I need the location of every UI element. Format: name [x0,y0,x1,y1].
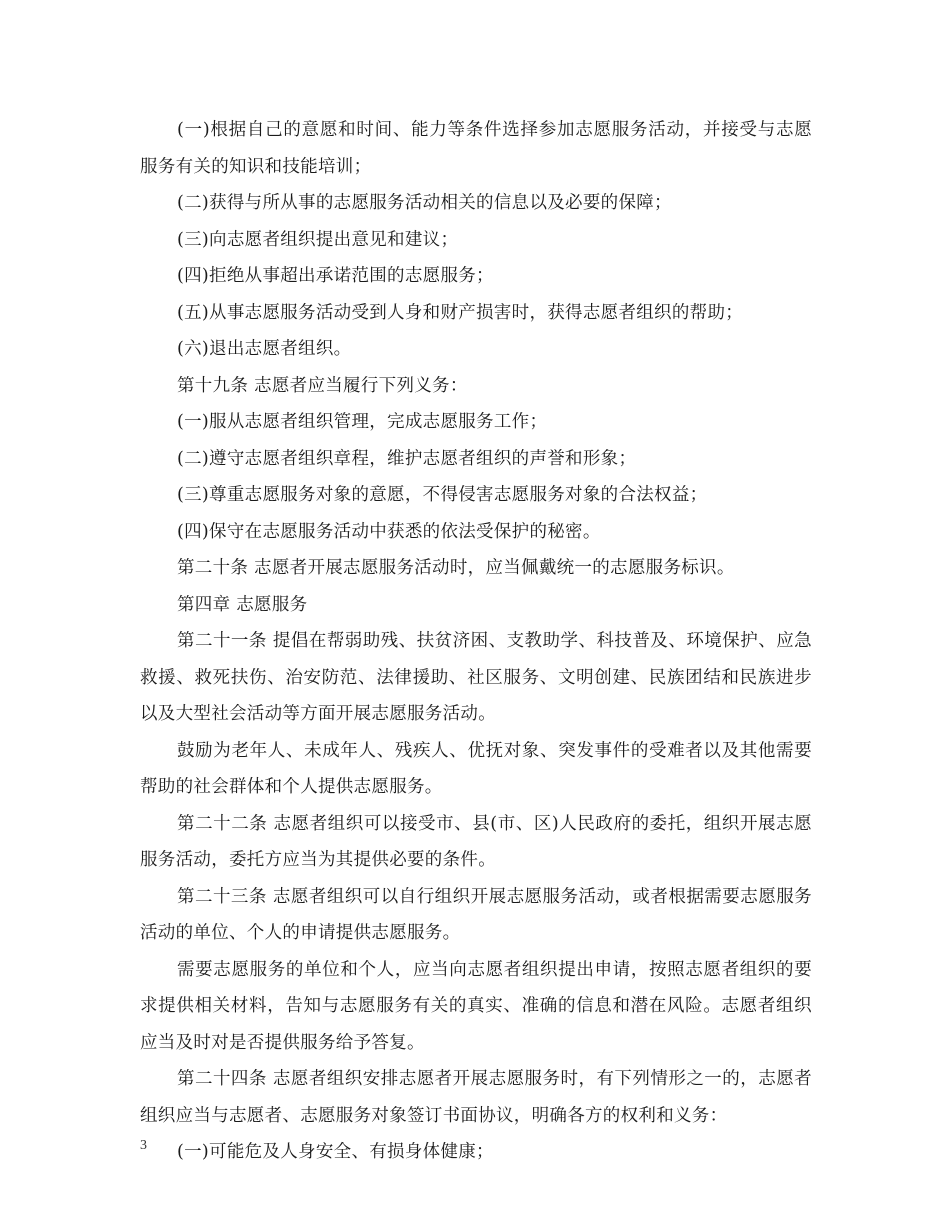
paragraph-duty-4: (四)保守在志愿服务活动中获悉的依法受保护的秘密。 [177,521,601,542]
paragraph-right-4: (四)拒绝从事超出承诺范围的志愿服务； [177,266,494,286]
chapter-4-heading: 第四章 志愿服务 [177,594,308,615]
paragraph-right-3: (三)向志愿者组织提出意见和建议； [177,229,459,250]
article-19-heading: 第十九条 志愿者应当履行下列义务： [177,375,468,396]
article-24: 第二十四条 志愿者组织安排志愿者开展志愿服务时，有下列情形之一的，志愿者组织应当与志愿者、志愿服务对象签订书面协议，明确各方的权利和义务： [140,1069,812,1126]
article-24-item-1: (一)可能危及人身安全、有损身体健康； [177,1142,494,1162]
article-21-encourage: 鼓励为老年人、未成年人、残疾人、优抚对象、突发事件的受难者以及其他需要帮助的社会群体和个人提供志愿服务。 [140,740,812,797]
article-23: 第二十三条 志愿者组织可以自行组织开展志愿服务活动，或者根据需要志愿服务活动的单位、个人的申请提供志愿服务。 [140,886,812,943]
paragraph-right-2: (二)获得与所从事的志愿服务活动相关的信息以及必要的保障； [177,193,672,213]
page-number: 3 [140,1138,147,1153]
article-20: 第二十条 志愿者开展志愿服务活动时，应当佩戴统一的志愿服务标识。 [177,558,735,578]
paragraph-duty-3: (三)尊重志愿服务对象的意愿，不得侵害志愿服务对象的合法权益； [177,485,708,505]
document-body [140,112,812,1171]
article-22: 第二十二条 志愿者组织可以接受市、县(市、区)人民政府的委托，组织开展志愿服务活动，委托方应当为其提供必要的条件。 [140,813,812,870]
paragraph-duty-1: (一)服从志愿者组织管理，完成志愿服务工作； [177,412,548,432]
paragraph-right-1: (一)根据自己的意愿和时间、能力等条件选择参加志愿服务活动，并接受与志愿服务有关的知识和技能培训； [140,120,812,177]
paragraph-right-6: (六)退出志愿者组织。 [177,339,352,359]
paragraph-duty-2: (二)遵守志愿者组织章程，维护志愿者组织的声誉和形象； [177,448,637,469]
paragraph-right-5: (五)从事志愿服务活动受到人身和财产损害时，获得志愿者组织的帮助； [177,302,744,323]
article-21: 第二十一条 提倡在帮弱助残、扶贫济困、支教助学、科技普及、环境保护、应急救援、救死扶伤、治安防范、法律援助、社区服务、文明创建、民族团结和民族进步以及大型社会活动等方面开展志愿服务活动。 [140,631,812,724]
article-23-application: 需要志愿服务的单位和个人，应当向志愿者组织提出申请，按照志愿者组织的要求提供相关材料，告知与志愿服务有关的真实、准确的信息和潜在风险。志愿者组织应当及时对是否提供服务给予答复。 [140,959,812,1053]
